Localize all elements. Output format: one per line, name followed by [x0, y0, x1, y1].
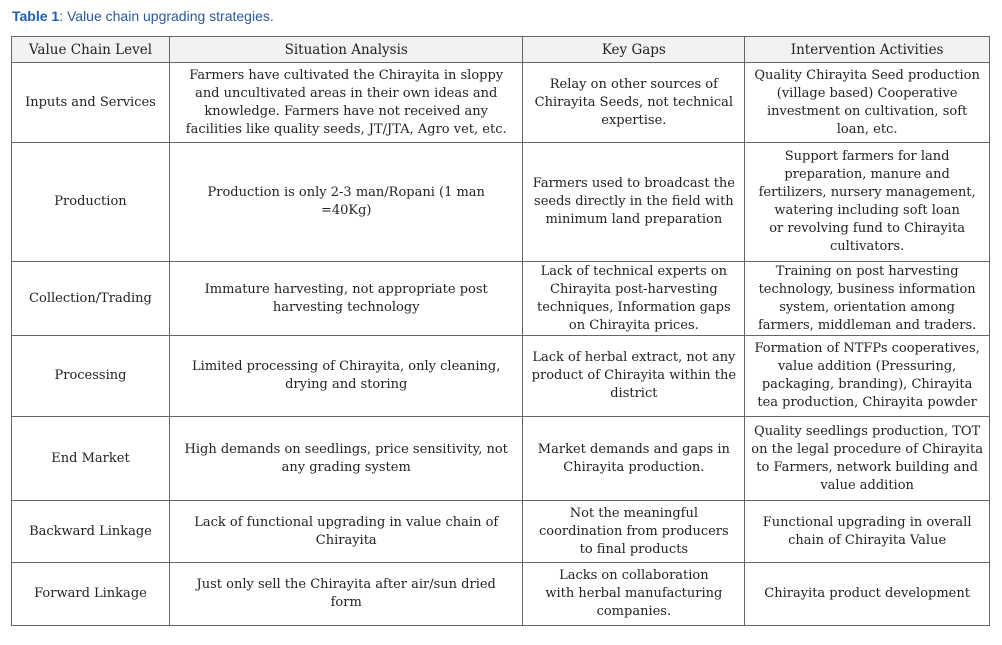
cell-line: Quality seedlings production, TOT: [754, 423, 981, 439]
cell-line: harvesting technology: [272, 299, 420, 315]
cell-line: farmers, middleman and traders.: [757, 317, 977, 333]
key-gaps-cell: [523, 63, 745, 143]
cell-line: on Chirayita prices.: [568, 317, 699, 333]
header-intervention-activities: Intervention Activities: [745, 37, 990, 63]
cell-line: Farmers have cultivated the Chirayita in sloppy: [189, 67, 504, 83]
level-cell: Inputs and Services: [12, 63, 170, 143]
cell-line: tea production, Chirayita powder: [757, 395, 977, 410]
cell-line: expertise.: [601, 112, 667, 128]
table-caption-label: Table 1: [12, 8, 60, 24]
cell-line: Lacks on collaboration: [559, 568, 709, 583]
level-cell: Processing: [12, 336, 170, 417]
table-row: [12, 336, 990, 417]
situation-cell: [169, 563, 523, 626]
table-row: [12, 63, 990, 143]
situation-cell: [169, 143, 523, 262]
cell-line: fertilizers, nursery management,: [758, 185, 976, 200]
cell-line: Quality Chirayita Seed production: [754, 67, 980, 83]
table-row: [12, 501, 990, 563]
cell-line: preparation, manure and: [784, 167, 950, 182]
cell-line: techniques, Information gaps: [537, 299, 731, 315]
cell-line: Not the meaningful: [569, 505, 699, 521]
table-row: [12, 143, 990, 262]
cell-line: (village based) Cooperative: [776, 85, 958, 101]
cell-line: watering including soft loan: [774, 203, 960, 218]
table-header-row: [12, 37, 990, 63]
cell-line: seeds directly in the field with: [534, 194, 734, 209]
cell-line: and uncultivated areas in their own ideas and: [195, 85, 498, 101]
interventions-cell: [745, 336, 990, 417]
table-caption: [12, 8, 274, 24]
cell-line: Lack of functional upgrading in value chain of: [194, 514, 499, 530]
key-gaps-cell: [523, 143, 745, 262]
cell-line: Farmers used to broadcast the: [532, 176, 736, 191]
cell-line: drying and storing: [285, 377, 408, 392]
cell-line: Market demands and gaps in: [537, 441, 730, 457]
level-cell: Production: [12, 143, 170, 262]
cell-line: =40Kg): [320, 203, 372, 218]
situation-cell: [169, 336, 523, 417]
interventions-cell: [745, 143, 990, 262]
cell-line: Just only sell the Chirayita after air/sun dried: [196, 577, 496, 592]
interventions-cell: [745, 417, 990, 501]
cell-line: with herbal manufacturing: [545, 586, 723, 601]
situation-cell: [169, 262, 523, 336]
cell-line: Immature harvesting, not appropriate post: [204, 281, 488, 297]
situation-cell: [169, 417, 523, 501]
value-chain-table: [11, 36, 990, 626]
situation-cell: [169, 63, 523, 143]
cell-line: system, orientation among: [779, 299, 955, 315]
cell-line: Training on post harvesting: [775, 263, 959, 279]
interventions-cell: [745, 262, 990, 336]
cell-line: Chirayita production.: [563, 459, 705, 475]
cell-line: on the legal procedure of Chirayita: [751, 441, 983, 457]
cell-line: Lack of herbal extract, not any: [532, 350, 736, 365]
cell-line: loan, etc.: [836, 121, 898, 137]
table-row: [12, 417, 990, 501]
cell-line: Chirayita: [315, 532, 377, 548]
cell-line: to final products: [579, 541, 689, 557]
interventions-cell: [745, 63, 990, 143]
level-cell: Collection/Trading: [12, 262, 170, 336]
cell-line: investment on cultivation, soft: [767, 103, 968, 119]
cell-line: Chirayita product development: [764, 586, 970, 601]
cell-line: facilities like quality seeds, JT/JTA, Agro vet, etc.: [185, 121, 507, 137]
key-gaps-cell: [523, 262, 745, 336]
cell-line: coordination from producers: [539, 523, 729, 539]
cell-line: Support farmers for land: [784, 149, 950, 164]
cell-line: packaging, branding), Chirayita: [761, 377, 973, 392]
key-gaps-cell: [523, 417, 745, 501]
cell-line: technology, business information: [758, 281, 976, 297]
cell-line: knowledge. Farmers have not received any: [204, 103, 489, 119]
table-caption-text: : Value chain upgrading strategies.: [59, 8, 274, 24]
cell-line: product of Chirayita within the: [531, 368, 737, 383]
header-situation-analysis: Situation Analysis: [169, 37, 523, 63]
cell-line: any grading system: [281, 459, 411, 475]
cell-line: or revolving fund to Chirayita: [769, 221, 966, 236]
cell-line: Formation of NTFPs cooperatives,: [754, 341, 980, 356]
cell-line: companies.: [596, 604, 672, 619]
cell-line: form: [330, 595, 362, 610]
header-value-chain-level: Value Chain Level: [12, 37, 170, 63]
key-gaps-cell: [523, 336, 745, 417]
cell-line: district: [610, 386, 658, 401]
header-key-gaps: Key Gaps: [523, 37, 745, 63]
interventions-cell: [745, 563, 990, 626]
interventions-cell: [745, 501, 990, 563]
cell-line: Chirayita Seeds, not technical: [534, 94, 734, 110]
cell-line: value addition (Pressuring,: [777, 359, 957, 374]
key-gaps-cell: [523, 501, 745, 563]
table-row: [12, 262, 990, 336]
cell-line: Relay on other sources of: [549, 76, 718, 92]
cell-line: High demands on seedlings, price sensitivity, not: [184, 441, 508, 457]
cell-line: chain of Chirayita Value: [788, 532, 947, 548]
cell-line: Chirayita post-harvesting: [550, 281, 718, 297]
situation-cell: [169, 501, 523, 563]
cell-line: cultivators.: [829, 239, 905, 254]
level-cell: Forward Linkage: [12, 563, 170, 626]
cell-line: value addition: [820, 477, 914, 493]
cell-line: Functional upgrading in overall: [762, 514, 972, 530]
cell-line: to Farmers, network building and: [756, 459, 978, 475]
key-gaps-cell: [523, 563, 745, 626]
cell-line: Limited processing of Chirayita, only cleaning,: [192, 359, 501, 374]
table-row: [12, 563, 990, 626]
cell-line: minimum land preparation: [545, 212, 723, 227]
cell-line: Production is only 2-3 man/Ropani (1 man: [207, 185, 485, 200]
level-cell: Backward Linkage: [12, 501, 170, 563]
level-cell: End Market: [12, 417, 170, 501]
cell-line: Lack of technical experts on: [540, 263, 728, 279]
